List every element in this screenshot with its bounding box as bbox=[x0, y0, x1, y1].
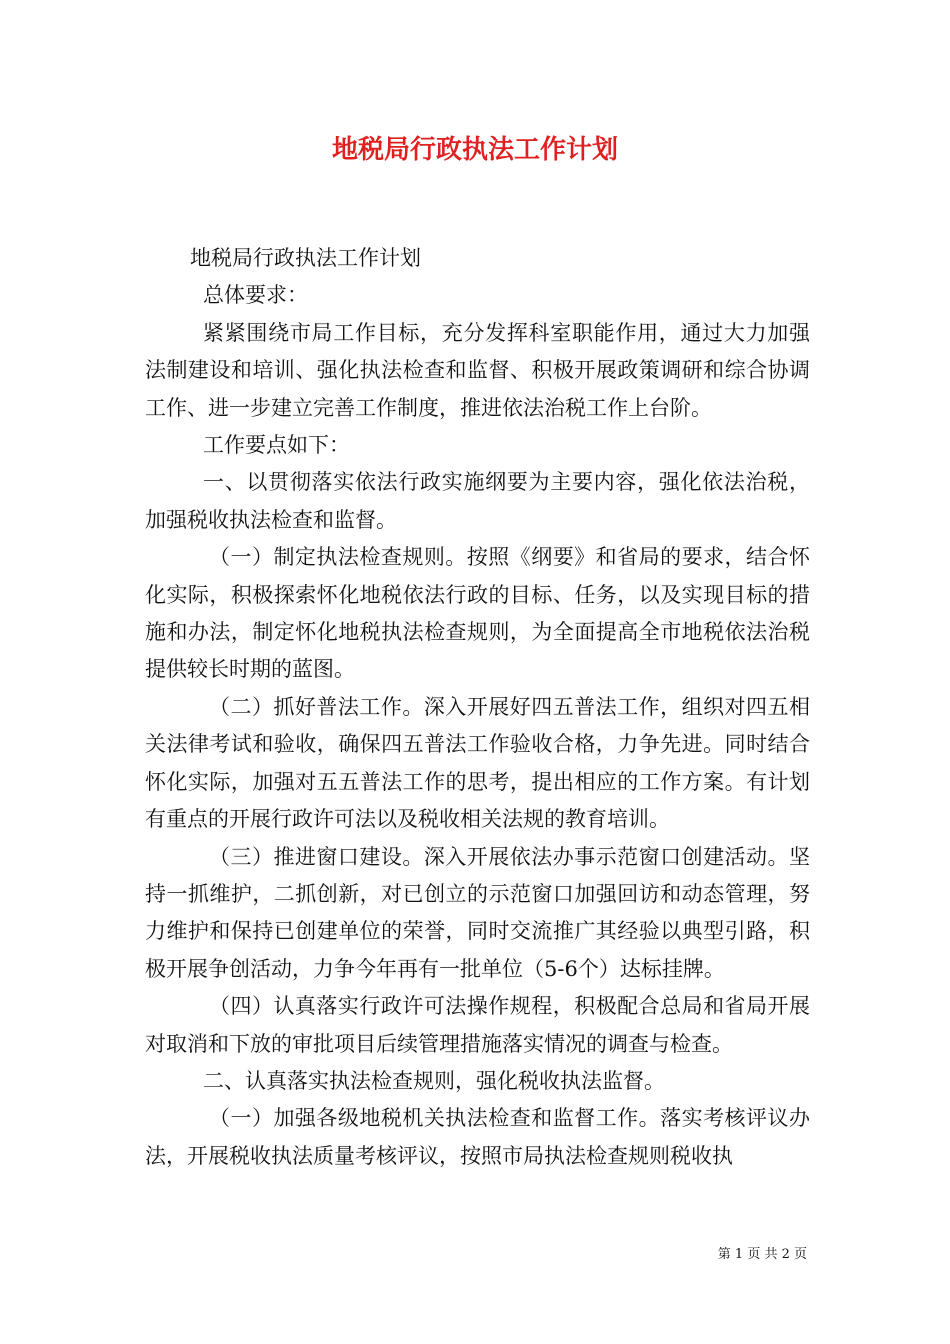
page-number: 第 1 页 共 2 页 bbox=[717, 1247, 807, 1262]
paragraph-section-one-item-3: （三）推进窗口建设。深入开展依法办事示范窗口创建活动。坚持一抓维护，二抓创新，对已创立的示范窗口加强回访和动态管理，努力维护和保持已创建单位的荣誉，同时交流推广其经验以典型引路，积极开展争创活动，力争今年再有一批单位（5-6个）达标挂牌。 bbox=[145, 844, 810, 981]
document-body bbox=[145, 240, 810, 1175]
paragraph-general-requirements-heading: 总体要求： bbox=[203, 283, 308, 308]
paragraph-section-two-heading: 二、认真落实执法检查规则，强化税收执法监督。 bbox=[203, 1068, 665, 1093]
paragraph-section-one-item-1: （一）制定执法检查规则。按照《纲要》和省局的要求，结合怀化实际，积极探索怀化地税依法行政的目标、任务，以及实现目标的措施和办法，制定怀化地税执法检查规则，为全面提高全市地税依法治税提供较长时期的蓝图。 bbox=[145, 545, 810, 682]
paragraph-section-one-item-4: （四）认真落实行政许可法操作规程，积极配合总局和省局开展对取消和下放的审批项目后续管理措施落实情况的调查与检查。 bbox=[145, 994, 810, 1056]
paragraph-section-one-item-2: （二）抓好普法工作。深入开展好四五普法工作，组织对四五相关法律考试和验收，确保四五普法工作验收合格，力争先进。同时结合怀化实际，加强对五五普法工作的思考，提出相应的工作方案。有计划有重点的开展行政许可法以及税收相关法规的教育培训。 bbox=[145, 694, 810, 832]
paragraph-work-points-heading: 工作要点如下： bbox=[203, 433, 350, 458]
paragraph-section-one-heading: 一、以贯彻落实依法行政实施纲要为主要内容，强化依法治税，加强税收执法检查和监督。 bbox=[145, 470, 810, 532]
paragraph-section-two-item-1: （一）加强各级地税机关执法检查和监督工作。落实考核评议办法，开展税收执法质量考核评议，按照市局执法检查规则税收执 bbox=[145, 1106, 810, 1168]
document-title: 地税局行政执法工作计划 bbox=[331, 135, 618, 165]
paragraph-general-requirements: 紧紧围绕市局工作目标，充分发挥科室职能作用，通过大力加强法制建设和培训、强化执法检查和监督、积极开展政策调研和综合协调工作、进一步建立完善工作制度，推进依法治税工作上台阶。 bbox=[145, 320, 810, 420]
paragraph-subtitle: 地税局行政执法工作计划 bbox=[190, 246, 421, 270]
